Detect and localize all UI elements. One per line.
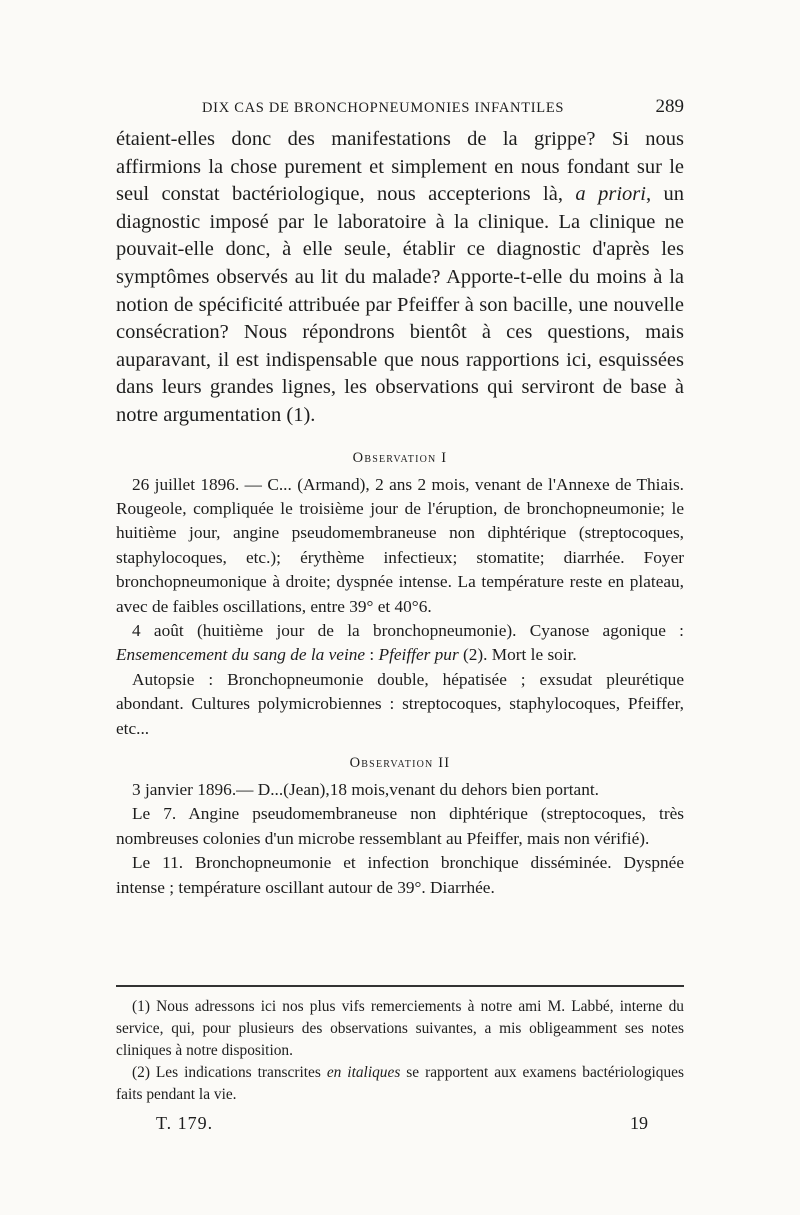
observation-2-paragraph-1: 3 janvier 1896.— D...(Jean),18 mois,venant du dehors bien portant. [132,780,599,799]
observation-heading-2: Observation II [349,755,451,771]
obs1-p2-italic-b: Pfeiffer pur [378,645,459,665]
intro-text-end: , un diagnostic imposé par le laboratoire à la clinique. La clinique ne pouvait-elle donc, à elle seule, établir ce diagnostic d'après les symptômes observés au lit du malade? Apporte-t-elle du moins à la notion de spécificité attribuée par Pfeiffer à son bacille, une nouvelle consécration? Nous répondrons bientôt à ces questions, mais auparavant, il est indispensable que nous rapportions ici, esquissées dans leurs grandes lignes, les observations qui serviront de base à notre argumentation (1). [116,183,684,426]
intro-italic-phrase: a priori [575,183,646,206]
page-body [116,126,684,900]
footnote-2-end: se rapportent aux examens bactériologiques faits pendant la vie. [116,1064,685,1103]
volume-signature: T. 179. [156,1113,214,1133]
page-number: 289 [655,96,684,117]
observation-2-paragraph-2: Le 7. Angine pseudomembraneuse non diphtérique (streptocoques, très nombreuses colonies d'un microbe ressemblant au Pfeiffer, mais non vérifié). [116,804,684,848]
footnotes [116,996,684,1106]
footnote-1: (1) Nous adressons ici nos plus vifs remerciements à notre ami M. Labbé, interne du service, qui, pour plusieurs des observations suivantes, a mis obligeamment ses notes cliniques à notre disposition. [116,998,684,1059]
observation-1-paragraph-1: 26 juillet 1896. — C... (Armand), 2 ans 2 mois, venant de l'Annexe de Thiais. Rougeole, compliquée le troisième jour de l'éruption, de bronchopneumonie; le huitième jour, angine pseudomembraneuse non diphtérique (streptocoques, staphylocoques, etc.); érythème infectieux; stomatite; diarrhée. Foyer bronchopneumonique à droite; dyspnée intense. La température reste en plateau, avec de faibles oscillations, entre 39° et 40°6. [116,474,684,616]
page-header [116,98,684,122]
observation-2-paragraph-3: Le 11. Bronchopneumonie et infection bronchique disséminée. Dyspnée intense ; température oscillant autour de 39°. Diarrhée. [116,853,684,897]
page-footer [116,1113,684,1139]
running-title: DIX CAS DE BRONCHOPNEUMONIES INFANTILES [202,100,565,116]
footnote-2-start: (2) Les indications transcrites [132,1064,327,1081]
intro-paragraph [116,126,684,430]
intro-text-start: étaient-elles donc des manifestations de la grippe? Si nous affirmions la chose purement et simplement en nous fondant sur le seul constat bactériologique, nous accepterions là, [116,128,684,206]
observation-heading-1: Observation I [352,449,448,466]
observation-1-paragraph-3: Autopsie : Bronchopneumonie double, hépatisée ; exsudat pleurétique abondant. Cultures polymicrobiennes : streptocoques, staphylocoques, Pfeiffer, etc... [116,669,684,738]
obs1-p2-end: (2). Mort le soir. [458,645,577,665]
footnote-2 [116,1062,684,1106]
footnote-2-italic: en italiques [326,1064,401,1081]
obs1-p2-mid: : [365,645,379,665]
observation-1-paragraph-2 [116,619,684,668]
footnote-separator [116,985,684,987]
obs1-p2-start: 4 août (huitième jour de la bronchopneumonie). Cyanose agonique : [132,620,684,640]
obs1-p2-italic-a: Ensemencement du sang de la veine [116,645,366,665]
sheet-number: 19 [630,1113,648,1133]
